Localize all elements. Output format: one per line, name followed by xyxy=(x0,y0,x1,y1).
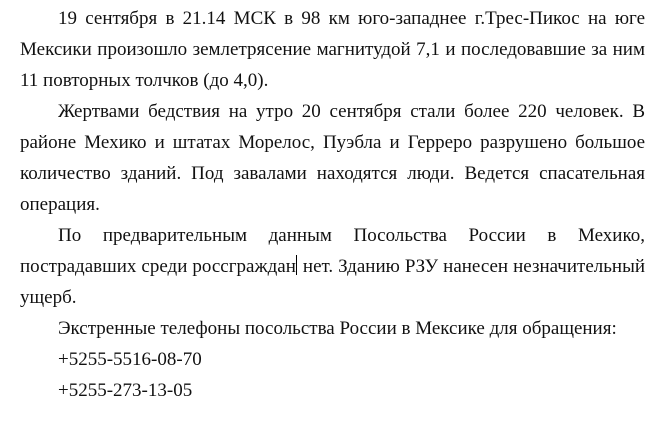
phone-number: +5255-273-13-05 xyxy=(58,380,193,401)
paragraph-embassy-text-before: По предварительным данным Посольства России в Мехико, пострадавших среди россграждан xyxy=(20,225,645,277)
phone-number: +5255-5516-08-70 xyxy=(58,349,202,370)
contacts-heading: Экстренные телефоны посольства России в Мексике для обращения: xyxy=(58,318,617,339)
paragraph-casualties: Жертвами бедствия на утро 20 сентября стали более 220 человек. В районе Мехико и штатах Морелос, Пуэбла и Герреро разрушено большое количество зданий. Под завалами находятся люди. Ведется спасательная операция. xyxy=(20,101,645,215)
paragraph-embassy-text-after: нет. Зданию РЗУ нанесен незначительный ущерб. xyxy=(20,256,646,308)
paragraph-earthquake: 19 сентября в 21.14 МСК в 98 км юго-западнее г.Трес-Пикос на юге Мексики произошло землетрясение магнитудой 7,1 и последовавшие за ним 11 повторных толчков (до 4,0). xyxy=(20,8,645,91)
text-cursor xyxy=(296,255,297,275)
paragraph-embassy-data xyxy=(20,220,645,313)
